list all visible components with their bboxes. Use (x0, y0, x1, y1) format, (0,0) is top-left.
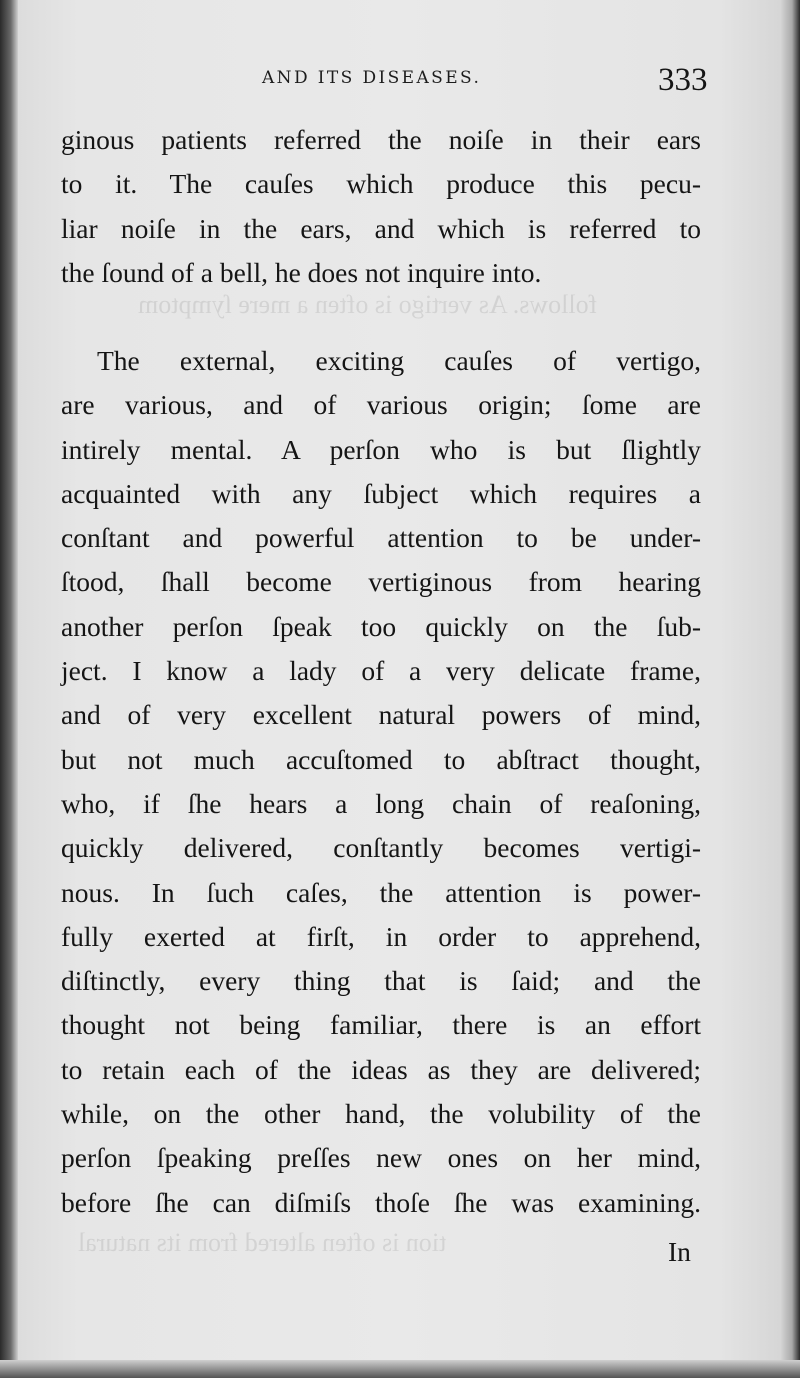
show-through-text: tion is often altered from its natural (78, 1228, 447, 1257)
text-line: liar noiſe in the ears, and which is referred to (61, 212, 701, 244)
text-line: nous. In ſuch caſes, the attention is power- (61, 876, 701, 908)
text-line: quickly delivered, conſtantly becomes vertigi- (61, 832, 701, 864)
book-page (18, 0, 780, 1378)
text-line: thought not being familiar, there is an effort (61, 1009, 701, 1041)
paragraph-2 (61, 339, 701, 1225)
text-line: conſtant and powerful attention to be under- (61, 522, 701, 554)
text-line: another perſon ſpeak too quickly on the ſub- (61, 610, 701, 642)
running-head: AND ITS DISEASES. (262, 68, 482, 88)
text-line: to it. The cauſes which produce this pecu- (61, 168, 701, 200)
text-line: ject. I know a lady of a very delicate frame, (61, 655, 701, 687)
page-bottom-edge (0, 1360, 800, 1378)
text-line: and of very excellent natural powers of mind, (61, 699, 701, 731)
text-line: acquainted with any ſubject which requires a (61, 477, 701, 509)
text-line: the ſound of a bell, he does not inquire into. (61, 256, 542, 288)
text-line: before ſhe can diſmiſs thoſe ſhe was examining. (61, 1186, 701, 1218)
text-line: who, if ſhe hears a long chain of reaſoning, (61, 787, 701, 819)
text-line: intirely mental. A perſon who is but ſlightly (61, 433, 701, 465)
paragraph-1 (61, 118, 701, 295)
text-line: ſtood, ſhall become vertiginous from hearing (61, 566, 701, 598)
text-line: ginous patients referred the noiſe in their ears (61, 124, 701, 155)
text-line: but not much accuſtomed to abſtract thought, (61, 743, 701, 775)
show-through-text: follows. As vertigo is often a mere ſymptom (138, 290, 598, 319)
text-line: while, on the other hand, the volubility of the (61, 1098, 701, 1130)
text-line: fully exerted at firſt, in order to apprehend, (61, 920, 701, 952)
page-left-shadow (0, 0, 18, 1378)
text-line: perſon ſpeaking preſſes new ones on her mind, (61, 1142, 701, 1174)
catchword: In (668, 1236, 691, 1267)
text-line: to retain each of the ideas as they are delivered; (61, 1053, 701, 1085)
page-number: 333 (658, 62, 708, 98)
page-right-edge (780, 0, 800, 1378)
text-line: diſtinctly, every thing that is ſaid; and the (61, 965, 701, 997)
text-line: are various, and of various origin; ſome are (61, 389, 701, 421)
text-line: The external, exciting cauſes of vertigo, (97, 345, 701, 376)
